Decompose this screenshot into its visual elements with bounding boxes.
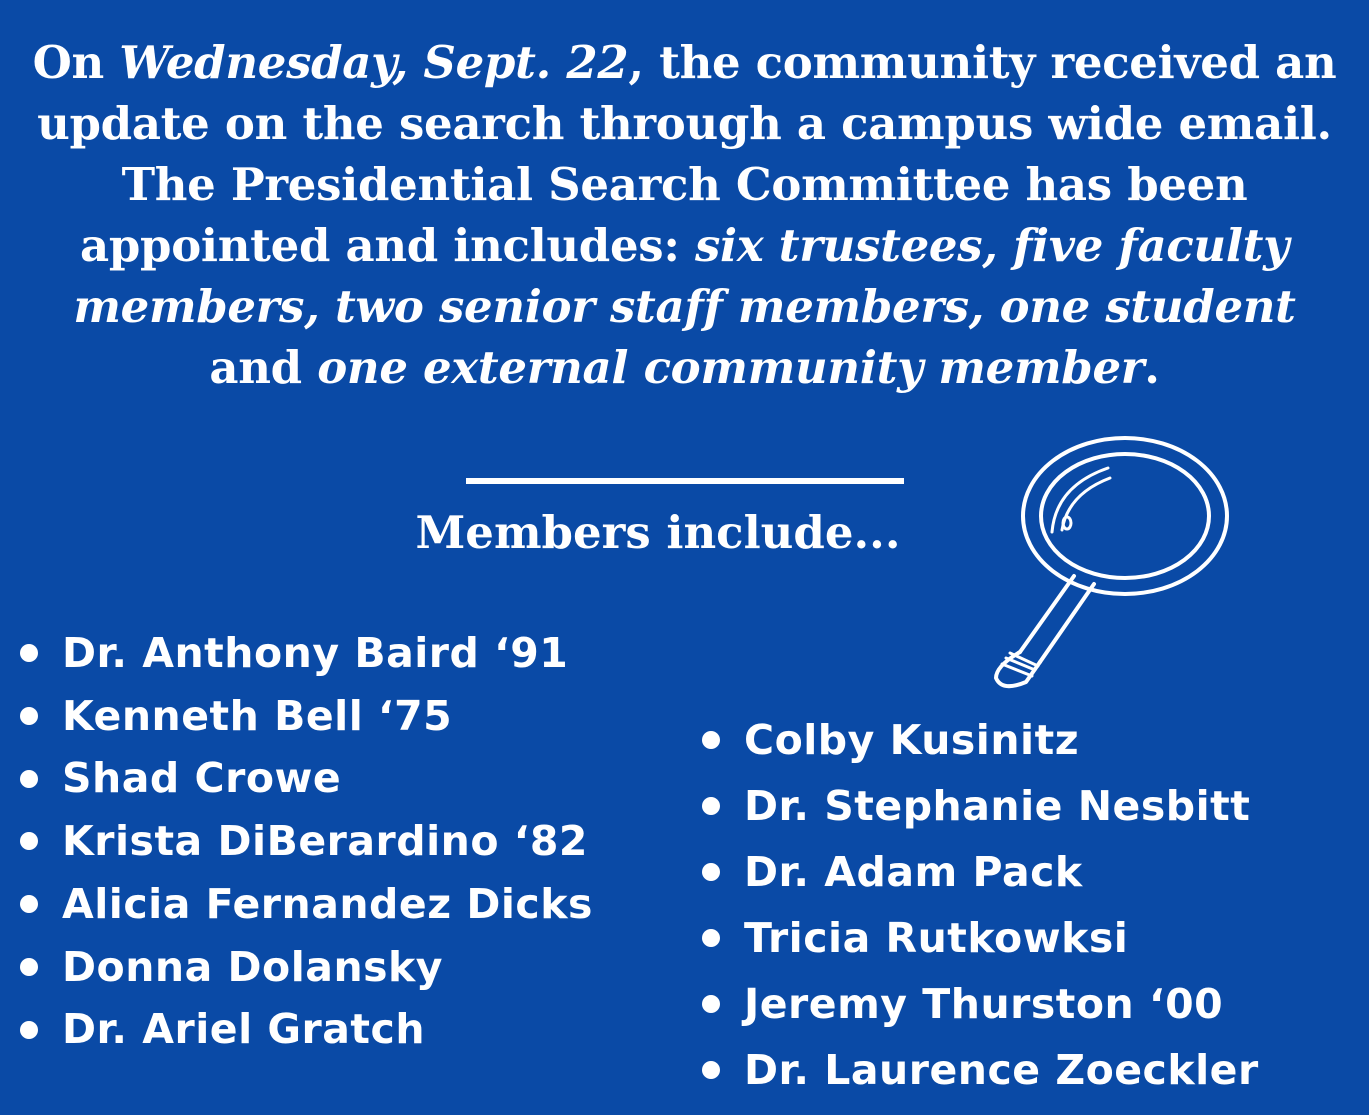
list-item: Dr. Anthony Baird ‘91 (20, 622, 593, 685)
list-item: Tricia Rutkowksi (702, 905, 1259, 971)
list-item: Donna Dolansky (20, 936, 593, 999)
members-list-left (20, 622, 593, 1061)
intro-committee-composition: six trustees, five faculty members, two senior staff members, one student (73, 219, 1296, 333)
list-item: Colby Kusinitz (702, 707, 1259, 773)
list-item: Dr. Laurence Zoeckler (702, 1037, 1259, 1103)
intro-text-1: On (32, 36, 120, 89)
intro-paragraph (20, 32, 1349, 398)
divider-line (466, 478, 904, 484)
intro-text-3: and (209, 341, 318, 394)
members-heading: Members include... (415, 506, 901, 559)
list-item: Dr. Ariel Gratch (20, 998, 593, 1061)
list-item: Dr. Adam Pack (702, 839, 1259, 905)
list-item: Krista DiBerardino ‘82 (20, 810, 593, 873)
members-list-right (702, 707, 1259, 1103)
intro-text-2: , the community received an update on the search through a campus wide email. The Presidential Search Committee has been appointed and includes: (37, 36, 1337, 272)
list-item: Dr. Stephanie Nesbitt (702, 773, 1259, 839)
list-item: Shad Crowe (20, 747, 593, 810)
intro-committee-composition-end: one external community member (317, 341, 1145, 394)
magnifying-glass-icon (982, 420, 1242, 700)
list-item: Alicia Fernandez Dicks (20, 873, 593, 936)
list-item: Kenneth Bell ‘75 (20, 685, 593, 748)
list-item: Jeremy Thurston ‘00 (702, 971, 1259, 1037)
intro-text-4: . (1144, 341, 1160, 394)
intro-date: Wednesday, Sept. 22 (119, 36, 629, 89)
